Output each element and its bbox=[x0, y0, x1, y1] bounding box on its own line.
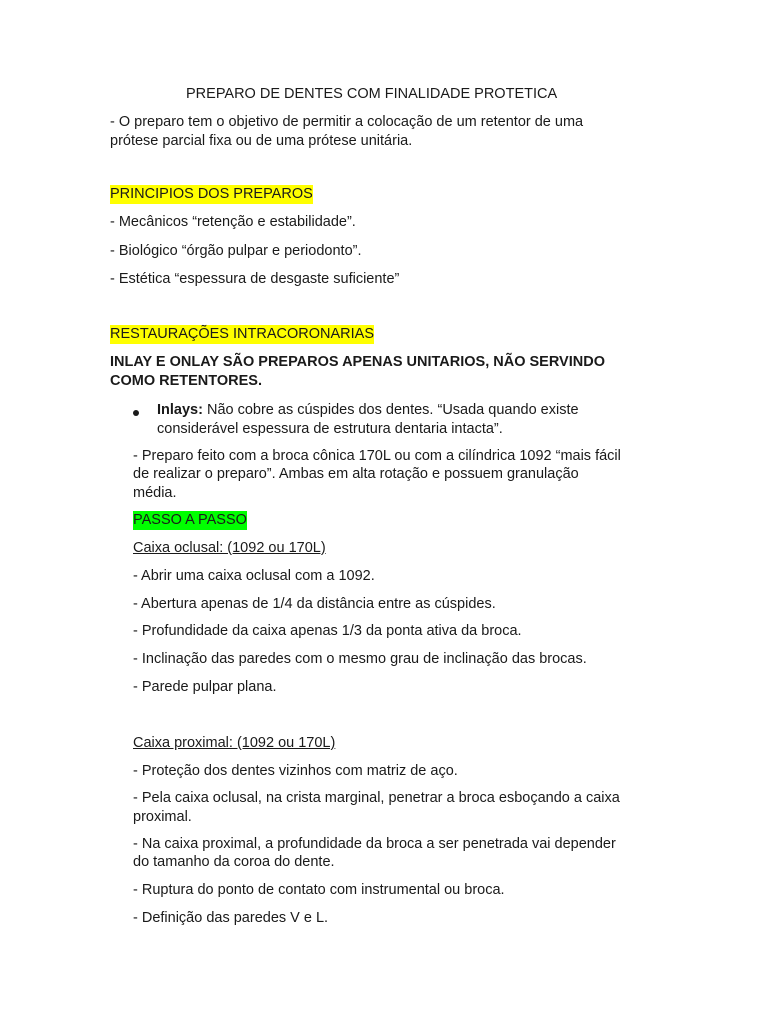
principio-estetica: - Estética “espessura de desgaste suficiente” bbox=[110, 271, 400, 287]
preparo-line-1: - Preparo feito com a broca cônica 170L ou com a cilíndrica 1092 “mais fácil bbox=[133, 448, 621, 464]
proximal-item-5: - Definição das paredes V e L. bbox=[133, 910, 329, 926]
restauracoes-heading: RESTAURAÇÕES INTRACORONARIAS bbox=[110, 326, 374, 342]
document-title: PREPARO DE DENTES COM FINALIDADE PROTETICA bbox=[186, 86, 558, 102]
inlays-line-2: considerável espessura de estrutura dentaria intacta”. bbox=[157, 421, 503, 437]
inlay-onlay-line-2: COMO RETENTORES. bbox=[110, 373, 262, 389]
inlays-label: Inlays: bbox=[157, 402, 203, 418]
principio-mecanicos: - Mecânicos “retenção e estabilidade”. bbox=[110, 214, 356, 230]
oclusal-item-4: - Inclinação das paredes com o mesmo grau de inclinação das brocas. bbox=[133, 651, 587, 667]
proximal-item-2a: - Pela caixa oclusal, na crista marginal, penetrar a broca esboçando a caixa bbox=[133, 790, 620, 806]
proximal-item-2b: proximal. bbox=[133, 809, 192, 825]
proximal-item-4: - Ruptura do ponto de contato com instrumental ou broca. bbox=[133, 882, 505, 898]
intro-line-2: prótese parcial fixa ou de uma prótese unitária. bbox=[110, 133, 413, 149]
oclusal-item-1: - Abrir uma caixa oclusal com a 1092. bbox=[133, 568, 375, 584]
proximal-item-1: - Proteção dos dentes vizinhos com matriz de aço. bbox=[133, 763, 458, 779]
intro-line-1: - O preparo tem o objetivo de permitir a colocação de um retentor de uma bbox=[110, 114, 584, 130]
oclusal-item-3: - Profundidade da caixa apenas 1/3 da ponta ativa da broca. bbox=[133, 623, 522, 639]
inlays-text-1: Não cobre as cúspides dos dentes. “Usada quando existe bbox=[202, 402, 579, 418]
passo-heading: PASSO A PASSO bbox=[133, 512, 247, 528]
oclusal-heading: Caixa oclusal: (1092 ou 170L) bbox=[133, 540, 326, 556]
oclusal-item-2: - Abertura apenas de 1/4 da distância entre as cúspides. bbox=[133, 596, 496, 612]
inlays-line-1 bbox=[157, 401, 579, 420]
bullet-dot bbox=[133, 410, 139, 416]
principios-heading: PRINCIPIOS DOS PREPAROS bbox=[110, 186, 313, 202]
principio-biologico: - Biológico “órgão pulpar e periodonto”. bbox=[110, 243, 362, 259]
proximal-heading: Caixa proximal: (1092 ou 170L) bbox=[133, 735, 336, 751]
oclusal-item-5: - Parede pulpar plana. bbox=[133, 679, 277, 695]
preparo-line-3: média. bbox=[133, 485, 177, 501]
proximal-item-3b: do tamanho da coroa do dente. bbox=[133, 854, 335, 870]
preparo-line-2: de realizar o preparo”. Ambas em alta rotação e possuem granulação bbox=[133, 466, 579, 482]
proximal-item-3a: - Na caixa proximal, a profundidade da broca a ser penetrada vai depender bbox=[133, 836, 616, 852]
inlay-onlay-line-1: INLAY E ONLAY SÃO PREPAROS APENAS UNITARIOS, NÃO SERVINDO bbox=[110, 354, 605, 370]
